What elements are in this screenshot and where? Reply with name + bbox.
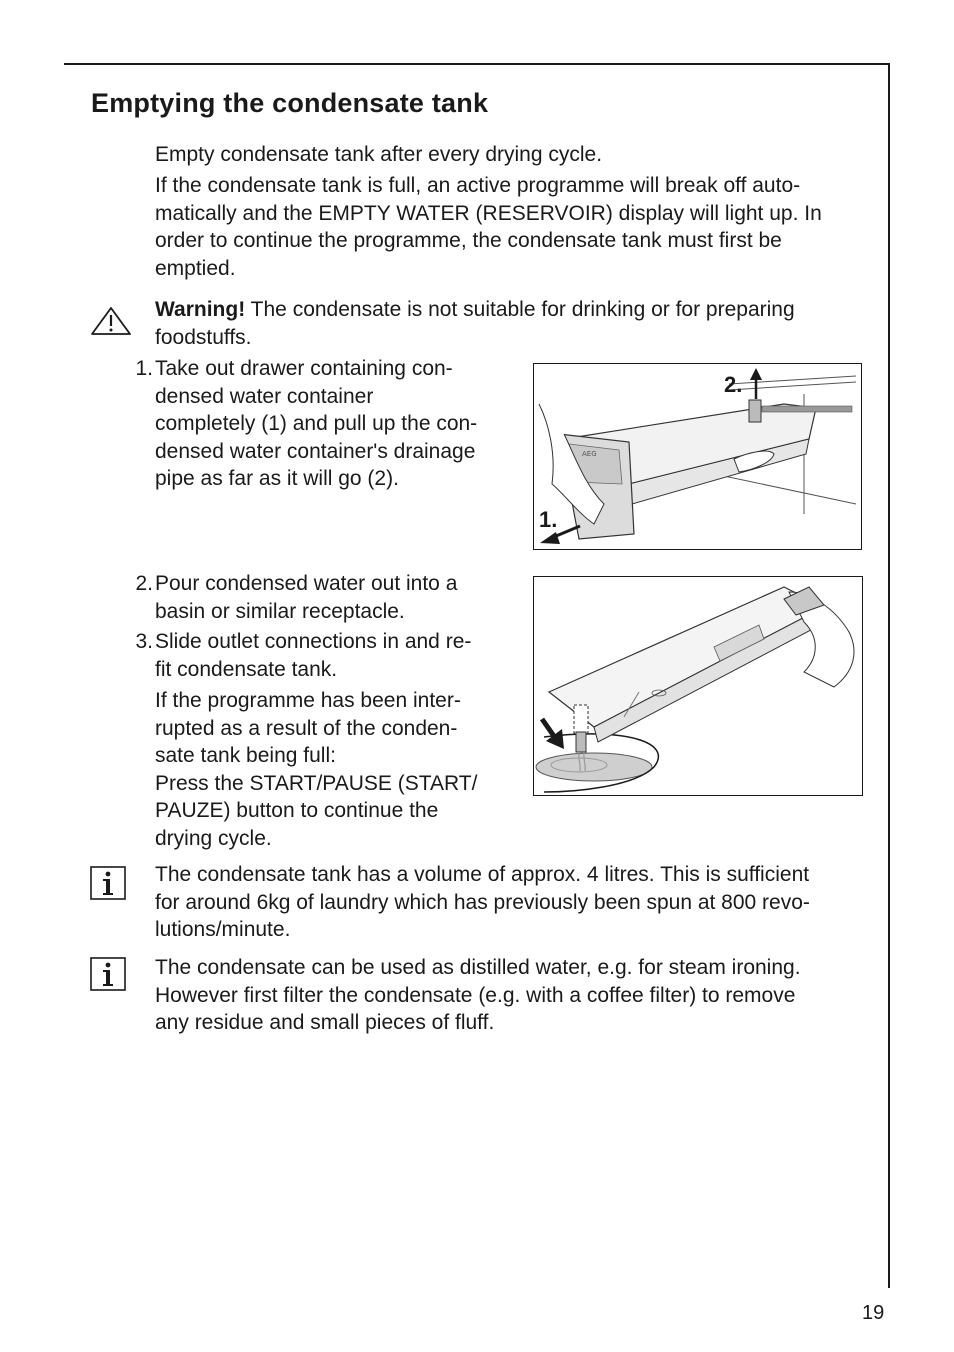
- info-line: any residue and small pieces of fluff.: [155, 1011, 495, 1034]
- info-icon: [90, 957, 126, 991]
- warning-line-1: The condensate is not suitable for drinking or for preparing: [245, 298, 795, 321]
- step-1-text: [155, 355, 525, 493]
- step-line: densed water container: [155, 384, 374, 408]
- step-number: 3.: [135, 630, 153, 653]
- info-line: The condensate can be used as distilled water, e.g. for steam ironing.: [155, 956, 801, 979]
- step-3-extra-text: [155, 687, 515, 852]
- brand-logo: AEG: [582, 450, 597, 458]
- warning-label: Warning!: [155, 298, 246, 321]
- info-note-1: [155, 861, 875, 944]
- intro-line: emptied.: [155, 256, 236, 280]
- step-line: basin or similar receptacle.: [155, 599, 405, 623]
- page-title: Emptying the condensate tank: [91, 88, 489, 118]
- figure-label-1: 1.: [539, 507, 558, 532]
- intro-line: If the condensate tank is full, an active programme will break off auto-: [155, 174, 801, 197]
- step-line: Take out drawer containing con-: [155, 357, 453, 380]
- step-line: Pour condensed water out into a: [155, 572, 458, 595]
- step-line: If the programme has been inter-: [155, 689, 461, 712]
- figure-empty-tank: [533, 576, 863, 796]
- top-rule: [64, 63, 890, 65]
- warning-text: [155, 296, 870, 351]
- info-line: The condensate tank has a volume of approx. 4 litres. This is sufficient: [155, 863, 810, 886]
- warning-line-2: foodstuffs.: [155, 325, 252, 349]
- step-line: fit condensate tank.: [155, 657, 338, 681]
- side-rule: [888, 63, 890, 1288]
- step-line: Slide outlet connections in and re-: [155, 630, 472, 653]
- step-2-text: [155, 570, 515, 625]
- info-line: lutions/minute.: [155, 918, 291, 941]
- step-3-text: [155, 628, 515, 683]
- intro-line: order to continue the programme, the condensate tank must first be: [155, 229, 782, 252]
- warning-triangle-icon: [90, 306, 132, 336]
- info-note-2: [155, 954, 875, 1037]
- step-line: Press the START/PAUSE (START/: [155, 771, 478, 795]
- step-number: 2.: [135, 572, 153, 595]
- info-line: for around 6kg of laundry which has previously been spun at 800 revo-: [155, 890, 810, 914]
- step-line: rupted as a result of the conden-: [155, 716, 458, 740]
- page-number: 19: [862, 1302, 885, 1324]
- figure-label-2: 2.: [724, 372, 743, 397]
- intro-paragraph-1: Empty condensate tank after every drying cycle.: [155, 143, 603, 166]
- intro-line: matically and the EMPTY WATER (RESERVOIR) display will light up. In: [155, 201, 822, 225]
- step-line: PAUZE) button to continue the: [155, 799, 439, 822]
- figure-remove-drawer: [533, 363, 862, 550]
- step-line: pipe as far as it will go (2).: [155, 467, 399, 490]
- info-line: However first filter the condensate (e.g. with a coffee filter) to remove: [155, 983, 796, 1007]
- step-line: densed water container's drainage: [155, 439, 476, 463]
- info-icon: [90, 866, 126, 900]
- step-line: drying cycle.: [155, 826, 272, 850]
- drawer-illustration: [534, 364, 861, 549]
- step-line: completely (1) and pull up the con-: [155, 412, 478, 435]
- step-line: sate tank being full:: [155, 744, 336, 767]
- intro-paragraph-2: [155, 172, 870, 282]
- pour-water-illustration: [534, 577, 862, 795]
- step-number: 1.: [135, 357, 153, 380]
